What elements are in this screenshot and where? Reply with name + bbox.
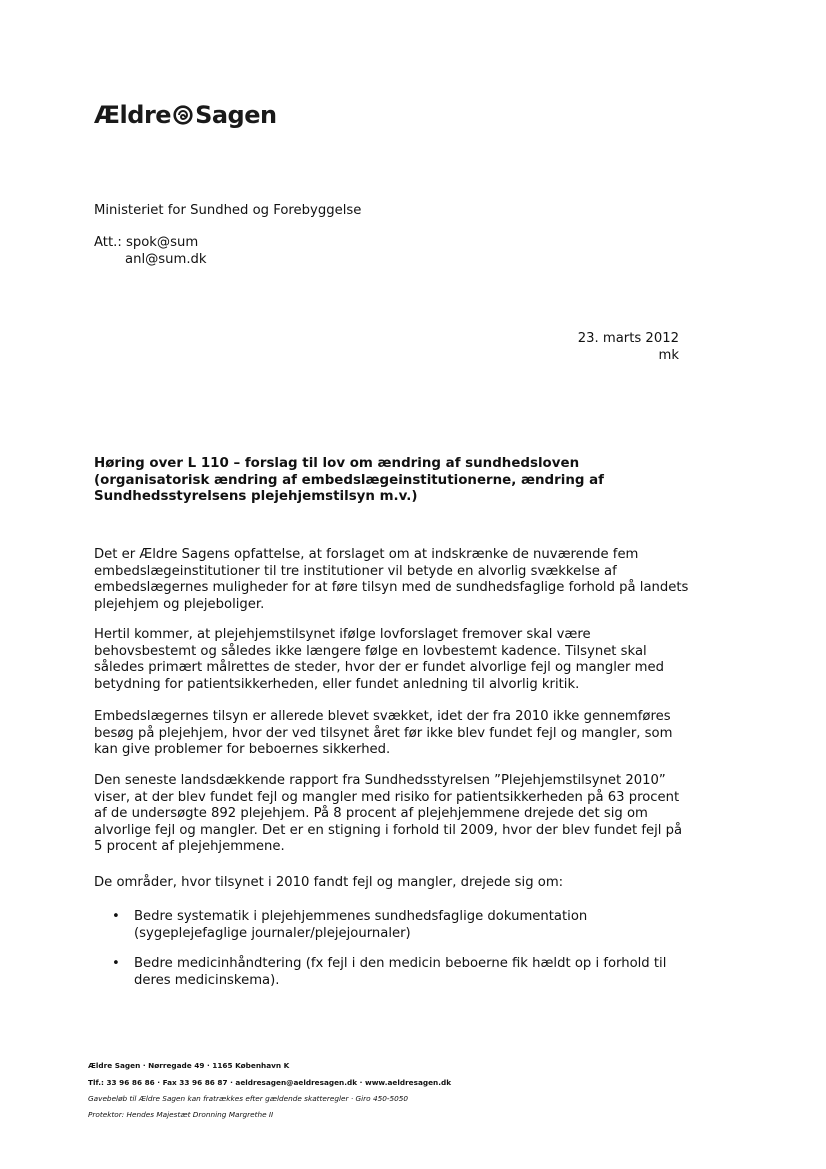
list-item-text: Bedre systematik i plejehjemmenes sundhedsfaglige dokumentation (sygeplejefaglige journaler/plejejournaler) xyxy=(134,909,588,941)
dateline xyxy=(578,331,679,364)
footer-patron: Protektor: Hendes Majestæt Dronning Margrethe II xyxy=(88,1110,274,1119)
footer-address: Ældre Sagen · Nørregade 49 · 1165 København K xyxy=(88,1061,290,1070)
recipient-name: Ministeriet for Sundhed og Forebyggelse xyxy=(94,203,362,218)
body-paragraph: Hertil kommer, at plejehjemstilsynet ifølge lovforslaget fremover skal være behovsbestemt og således ikke længere følge en lovbestemt kadence. Tilsynet skal således primært målrettes de steder, hvor der er fundet alvorlige fejl og mangler med betydning for patientsikkerheden, eller fundet anledning til alvorlig kritik. xyxy=(94,627,664,692)
bullet-marker: • xyxy=(112,909,120,924)
list-item-text: Bedre medicinhåndtering (fx fejl i den medicin beboerne fik hældt op i forhold til deres medicinskema). xyxy=(134,956,667,988)
brand-name-right: Sagen xyxy=(195,101,277,129)
footer-contact: Tlf.: 33 96 86 86 · Fax 33 96 86 87 · aeldresagen@aeldresagen.dk · www.aeldresagen.dk xyxy=(88,1078,452,1087)
attention-block xyxy=(94,235,207,268)
swirl-logo-icon xyxy=(173,105,193,125)
brand-name-left: Ældre xyxy=(94,101,172,129)
att-email-1: spok@sum xyxy=(125,235,199,250)
att-email-2: anl@sum.dk xyxy=(125,251,207,267)
body-paragraph: Embedslægernes tilsyn er allerede blevet svækket, idet der fra 2010 ikke gennemføres besøg på plejehjem, hvor der ved tilsynet året før ikke blev fundet fejl og mangler, som kan give problemer for beboernes sikkerhed. xyxy=(94,709,673,757)
body-paragraph: Det er Ældre Sagens opfattelse, at forslaget om at indskrænke de nuværende fem embedslægeinstitutioner til tre institutioner vil betyde en alvorlig svækkelse af embedslægernes muligheder for at føre tilsyn med de sundhedsfaglige forhold på landets plejehjem og plejeboliger. xyxy=(94,547,689,612)
letter-date: 23. marts 2012 xyxy=(577,331,679,346)
body-paragraph: Den seneste landsdækkende rapport fra Sundhedsstyrelsen ”Plejehjemstilsynet 2010” viser, at der blev fundet fejl og mangler med risiko for patientsikkerheden på 63 procent af de undersøgte 892 plejehjem. På 8 procent af plejehjemmene drejede det sig om alvorlige fejl og mangler. Det er en stigning i forhold til 2009, hvor der blev fundet fejl på 5 procent af plejehjemmene. xyxy=(94,773,683,854)
brand-logo xyxy=(94,98,277,132)
list-item xyxy=(112,956,692,989)
bullet-intro: De områder, hvor tilsynet i 2010 fandt fejl og mangler, drejede sig om: xyxy=(94,875,564,890)
bullet-marker: • xyxy=(112,956,120,971)
footer-tax-note: Gavebeløb til Ældre Sagen kan fratrækkes efter gældende skatteregler · Giro 450-5050 xyxy=(88,1094,409,1103)
list-item xyxy=(112,909,692,942)
findings-list xyxy=(112,909,692,1003)
author-initials: mk xyxy=(658,347,679,363)
letter-subject: Høring over L 110 – forslag til lov om ændring af sundhedsloven (organisatorisk ændring af embedslægeinstitutionerne, ændring af Sundhedsstyrelsens plejehjemstilsyn m.v.) xyxy=(94,456,604,504)
att-label: Att.: xyxy=(94,235,122,250)
